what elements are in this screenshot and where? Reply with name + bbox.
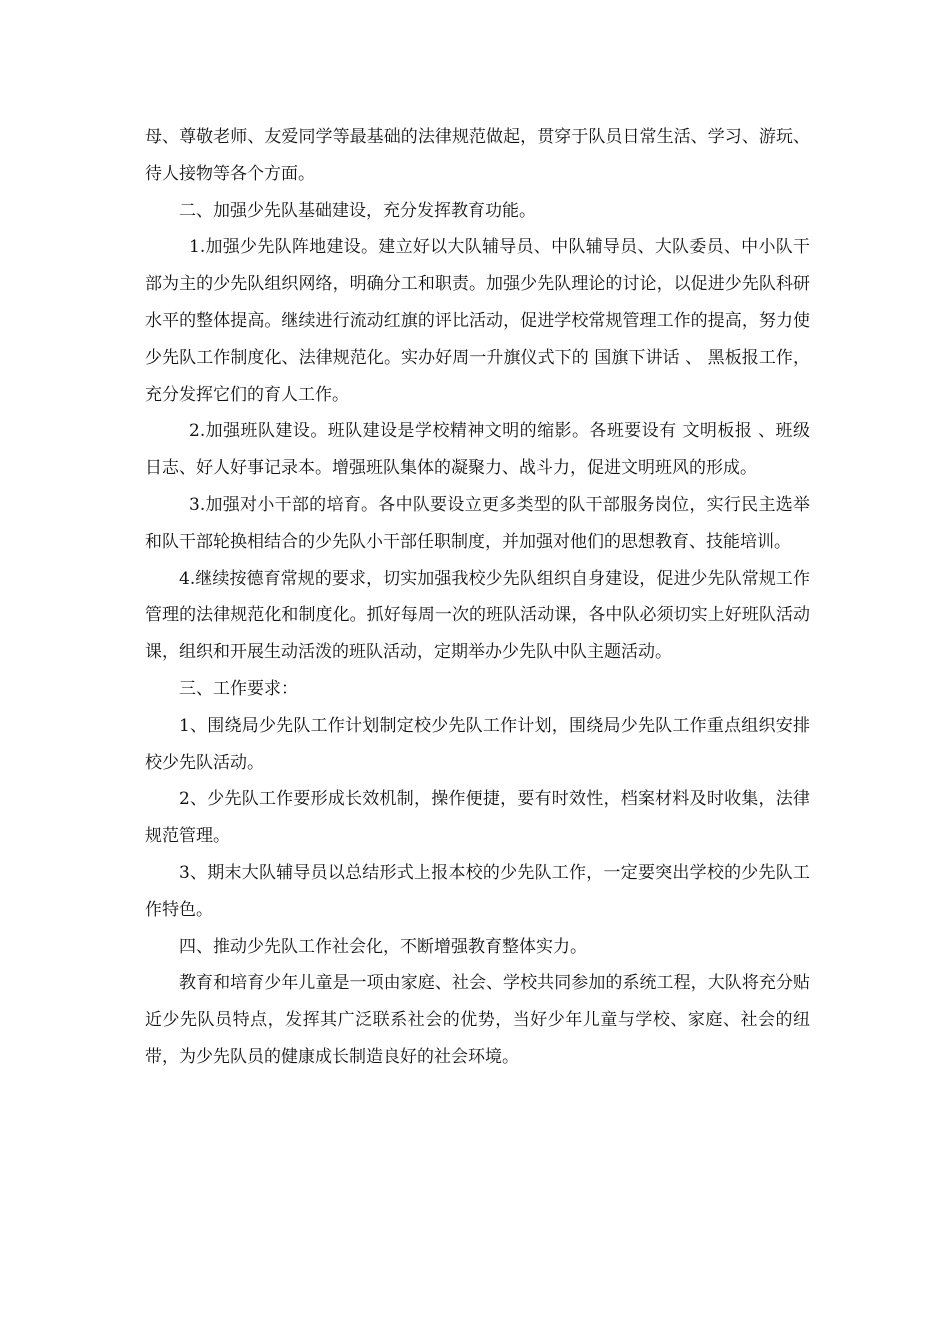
- paragraph-item-4: 4.继续按德育常规的要求，切实加强我校少先队组织自身建设，促进少先队常规工作管理的法律规范化和制度化。抓好每周一次的班队活动课，各中队必须切实上好班队活动课，组织和开展生动活泼的班队活动，定期举办少先队中队主题活动。: [145, 568, 810, 663]
- section-heading-3: 三、工作要求：: [179, 678, 298, 699]
- requirement-item-1: 1、围绕局少先队工作计划制定校少先队工作计划，围绕局少先队工作重点组织安排校少先队活动。: [145, 715, 810, 773]
- section-heading-2: 二、加强少先队基础建设，充分发挥教育功能。: [179, 200, 536, 221]
- requirement-item-3: 3、期末大队辅导员以总结形式上报本校的少先队工作，一定要突出学校的少先队工作特色。: [145, 862, 810, 920]
- requirement-item-2: 2、少先队工作要形成长效机制，操作便捷，要有时效性，档案材料及时收集，法律规范管理。: [145, 789, 810, 847]
- paragraph-item-2: 2.加强班队建设。班队建设是学校精神文明的缩影。各班要设有 文明板报 、班级日志、好人好事记录本。增强班队集体的凝聚力、战斗力，促进文明班风的形成。: [145, 421, 810, 479]
- document-body: [145, 119, 810, 1076]
- section-heading-4: 四、推动少先队工作社会化，不断增强教育整体实力。: [179, 936, 587, 957]
- paragraph-continuation: 母、尊敬老师、友爱同学等最基础的法律规范做起，贯穿于队员日常生活、学习、游玩、待人接物等各个方面。: [145, 127, 810, 184]
- paragraph-closing: 教育和培育少年儿童是一项由家庭、社会、学校共同参加的系统工程，大队将充分贴近少先队员特点，发挥其广泛联系社会的优势，当好少年儿童与学校、家庭、社会的纽带，为少先队员的健康成长制造良好的社会环境。: [145, 973, 810, 1067]
- paragraph-item-3: 3.加强对小干部的培育。各中队要设立更多类型的队干部服务岗位，实行民主选举和队干部轮换相结合的少先队小干部任职制度，并加强对他们的思想教育、技能培训。: [145, 494, 810, 552]
- paragraph-item-1: 1.加强少先队阵地建设。建立好以大队辅导员、中队辅导员、大队委员、中小队干部为主的少先队组织网络，明确分工和职责。加强少先队理论的讨论，以促进少先队科研水平的整体提高。继续进行流动红旗的评比活动，促进学校常规管理工作的提高，努力使少先队工作制度化、法律规范化。实办好周一升旗仪式下的 国旗下讲话 、 黑板报工作，充分发挥它们的育人工作。: [145, 237, 810, 405]
